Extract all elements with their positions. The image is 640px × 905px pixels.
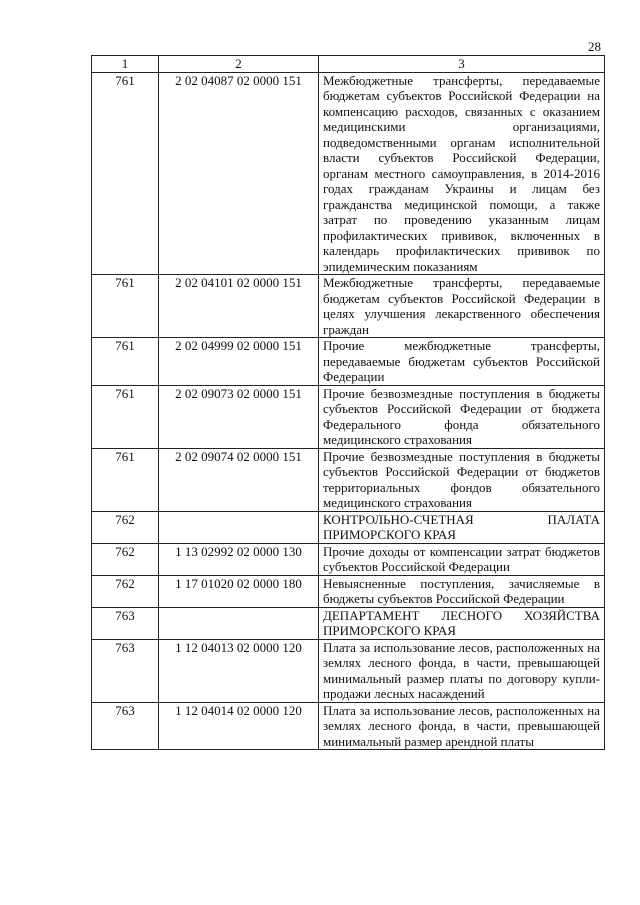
table-row [92, 511, 605, 543]
column-header-1: 1 [92, 56, 159, 73]
income-code-cell [159, 511, 319, 543]
income-code-cell: 2 02 04101 02 0000 151 [159, 275, 319, 338]
admin-code-cell: 762 [92, 543, 159, 575]
income-name-cell: Прочие безвозмездные поступления в бюджеты субъектов Российской Федерации от бюджета Федерального фонда обязательного медицинского страхования [319, 385, 605, 448]
income-name-cell: Прочие межбюджетные трансферты, передаваемые бюджетам субъектов Российской Федерации [319, 338, 605, 386]
admin-code-cell: 763 [92, 702, 159, 750]
income-code-cell: 2 02 04999 02 0000 151 [159, 338, 319, 386]
admin-code-cell: 761 [92, 448, 159, 511]
income-code-cell: 2 02 09074 02 0000 151 [159, 448, 319, 511]
income-code-cell: 1 13 02992 02 0000 130 [159, 543, 319, 575]
table-row [92, 575, 605, 607]
income-name-cell: Прочие безвозмездные поступления в бюджеты субъектов Российской Федерации от бюджетов территориальных фондов обязательного медицинского страхования [319, 448, 605, 511]
table-row [92, 607, 605, 639]
column-header-3: 3 [319, 56, 605, 73]
admin-code-cell: 762 [92, 575, 159, 607]
income-name-cell: Межбюджетные трансферты, передаваемые бюджетам субъектов Российской Федерации в целях улучшения лекарственного обеспечения граждан [319, 275, 605, 338]
admin-code-cell: 761 [92, 275, 159, 338]
income-code-cell: 2 02 09073 02 0000 151 [159, 385, 319, 448]
table-row [92, 702, 605, 750]
admin-code-cell: 761 [92, 385, 159, 448]
admin-code-cell: 761 [92, 338, 159, 386]
table-row [92, 543, 605, 575]
income-name-cell: ДЕПАРТАМЕНТ ЛЕСНОГО ХОЗЯЙСТВА ПРИМОРСКОГО КРАЯ [319, 607, 605, 639]
admin-code-cell: 761 [92, 72, 159, 275]
income-name-cell: Прочие доходы от компенсации затрат бюджетов субъектов Российской Федерации [319, 543, 605, 575]
admin-code-cell: 762 [92, 511, 159, 543]
table-row [92, 72, 605, 275]
income-code-cell: 2 02 04087 02 0000 151 [159, 72, 319, 275]
table-header-row [92, 56, 605, 73]
table-row [92, 639, 605, 702]
income-name-cell: Межбюджетные трансферты, передаваемые бюджетам субъектов Российской Федерации на компенсацию расходов, связанных с оказанием медицинскими организациями, подведомственными органам исполнительной власти субъектов Российской Федерации, органам местного самоуправления, в 2014-2016 годах гражданам Украины и лицам без гражданства медицинской помощи, а также затрат по проведению указанным лицам профилактических прививок, включенных в календарь профилактических прививок по эпидемическим показаниям [319, 72, 605, 275]
income-codes-table [91, 55, 605, 750]
income-name-cell: Плата за использование лесов, расположенных на землях лесного фонда, в части, превышающей минимальный размер арендной платы [319, 702, 605, 750]
table-row [92, 338, 605, 386]
income-name-cell: КОНТРОЛЬНО-СЧЕТНАЯ ПАЛАТА ПРИМОРСКОГО КРАЯ [319, 511, 605, 543]
table-row [92, 448, 605, 511]
income-code-cell: 1 12 04014 02 0000 120 [159, 702, 319, 750]
admin-code-cell: 763 [92, 607, 159, 639]
income-code-cell [159, 607, 319, 639]
admin-code-cell: 763 [92, 639, 159, 702]
income-name-cell: Невыясненные поступления, зачисляемые в бюджеты субъектов Российской Федерации [319, 575, 605, 607]
table-row [92, 385, 605, 448]
column-header-2: 2 [159, 56, 319, 73]
page-number: 28 [588, 39, 601, 54]
income-code-cell: 1 12 04013 02 0000 120 [159, 639, 319, 702]
income-code-cell: 1 17 01020 02 0000 180 [159, 575, 319, 607]
income-name-cell: Плата за использование лесов, расположенных на землях лесного фонда, в части, превышающей минимальный размер платы по договору купли-продажи лесных насаждений [319, 639, 605, 702]
table-row [92, 275, 605, 338]
